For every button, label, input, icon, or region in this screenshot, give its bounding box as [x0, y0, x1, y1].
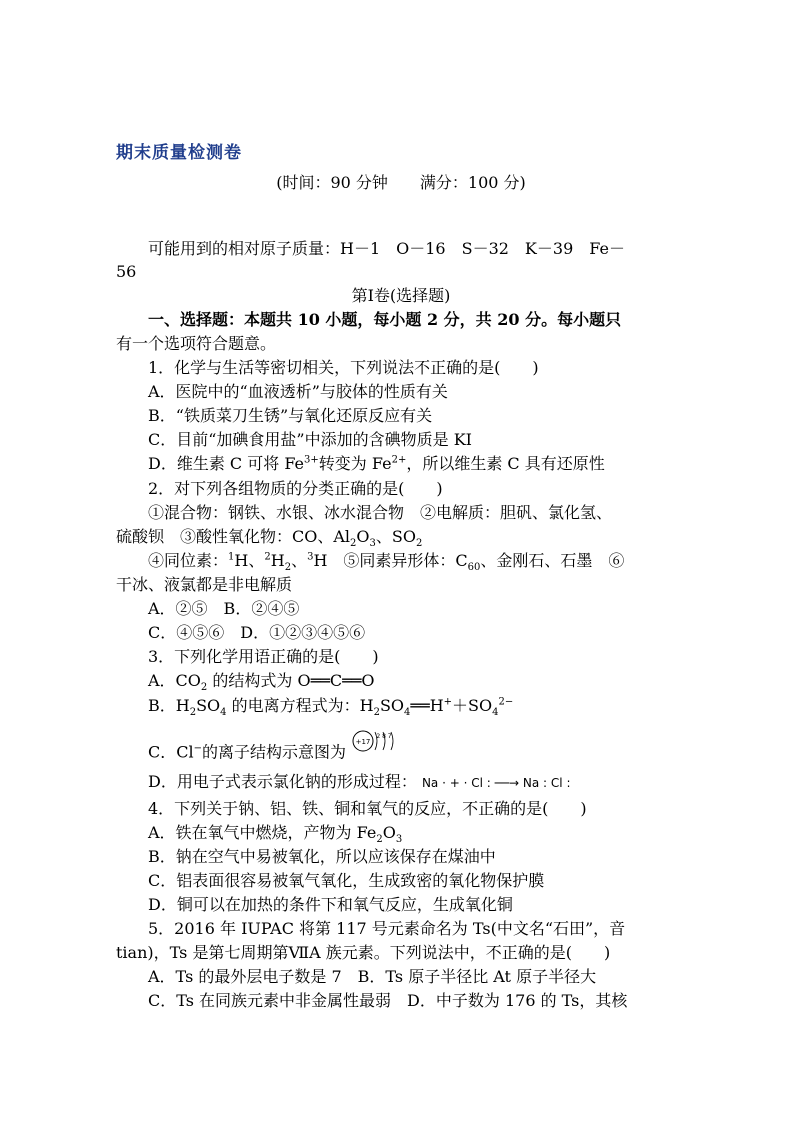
q2-option-ab: A．②⑤ B．②④⑤	[148, 599, 300, 618]
q5-options-ab: A．Ts 的最外层电子数是 7 B．Ts 原子半径比 At 原子半径大	[148, 967, 597, 986]
instructions-line2: 有一个选项符合题意。	[116, 334, 277, 353]
atomic-masses-line2: 56	[116, 262, 137, 281]
q4-option-c: C．铝表面很容易被氧气氧化，生成致密的氧化物保护膜	[148, 871, 545, 890]
q5-options-cd: C．Ts 在同族元素中非金属性最弱 D．中子数为 176 的 Ts，其核	[148, 991, 628, 1010]
instructions-line1: 一、选择题：本题共 10 小题，每小题 2 分，共 20 分。每小题只	[148, 310, 622, 329]
q2-line2: 硫酸钡 ③酸性氧化物：CO、$Al_2O_3$、$SO_2$	[116, 527, 423, 550]
q5-stem-line2: tian)，Ts 是第七周期第ⅦA 族元素。下列说法中，不正确的是( )	[116, 943, 611, 962]
q2-stem: 2．对下列各组物质的分类正确的是( )	[148, 479, 443, 498]
q2-line4: 干冰、液氯都是非电解质	[116, 575, 293, 594]
q3-option-c: C．Cl−的离子结构示意图为 +17 2 8 7	[148, 738, 718, 768]
chloride-ion-diagram	[351, 726, 401, 756]
q1-option-a: A．医院中的“血液透析”与胶体的性质有关	[148, 382, 448, 401]
q1-option-d: D．维生素 C 可将 $Fe^{3+}$转变为 $Fe^{2+}$，所以维生素 C 具有还原性	[148, 454, 605, 473]
nucleus-label: +17	[355, 738, 371, 746]
q2-option-cd: C．④⑤⑥ D．①②③④⑤⑥	[148, 623, 366, 642]
doc-title: 期末质量检测卷	[116, 143, 242, 163]
nacl-formation-formula: Na · + · Cl : ──→ Na : Cl :	[421, 776, 571, 790]
q1-stem: 1．化学与生活等密切相关，下列说法不正确的是( )	[148, 358, 539, 377]
time-info: (时间：90 分钟 满分：100 分)	[276, 173, 526, 192]
q4-stem: 4．下列关于钠、铝、铁、铜和氧气的反应，不正确的是( )	[148, 799, 587, 818]
q3-option-a: A．$CO_2$ 的结构式为 O══C══O	[148, 671, 375, 694]
atomic-masses-line1: 可能用到的相对原子质量：H－1 O－16 S－32 K－39 Fe－	[148, 239, 625, 258]
q4-option-a: A．铁在氧气中燃烧，产物为 $Fe_2O_3$	[148, 823, 403, 846]
q4-option-b: B．钠在空气中易被氧化，所以应该保存在煤油中	[148, 847, 496, 866]
q5-stem-line1: 5．2016 年 IUPAC 将第 117 号元素命名为 Ts(中文名“石田”，音	[148, 919, 626, 938]
q1-option-c: C．目前“加碘食用盐”中添加的含碘物质是 KI	[148, 430, 472, 449]
q2-line1: ①混合物：钢铁、水银、冰水混合物 ②电解质：胆矾、氯化氢、	[148, 503, 613, 522]
q4-option-d: D．铜可以在加热的条件下和氧气反应，生成氧化铜	[148, 895, 513, 914]
q3-stem: 3．下列化学用语正确的是( )	[148, 647, 379, 666]
q1-option-b: B．“铁质菜刀生锈”与氧化还原反应有关	[148, 406, 433, 425]
section-title: 第Ⅰ卷(选择题)	[351, 286, 451, 305]
q3-option-b: B．$H_2SO_4$ 的电离方程式为：$H_2SO_4══H^++SO_4^{2-}$	[148, 696, 514, 719]
q3-option-d: D．用电子式表示氯化钠的形成过程： Na · + · Cl : ──→ Na : Cl :	[148, 772, 571, 791]
q2-line3: ④同位素：$^1$H、$^2H_2$、$^3$H ⑤同素异形体：$C_{60}$、金刚石、石墨 ⑥	[148, 551, 625, 574]
shell-electrons-label: 2 8 7	[376, 733, 392, 740]
